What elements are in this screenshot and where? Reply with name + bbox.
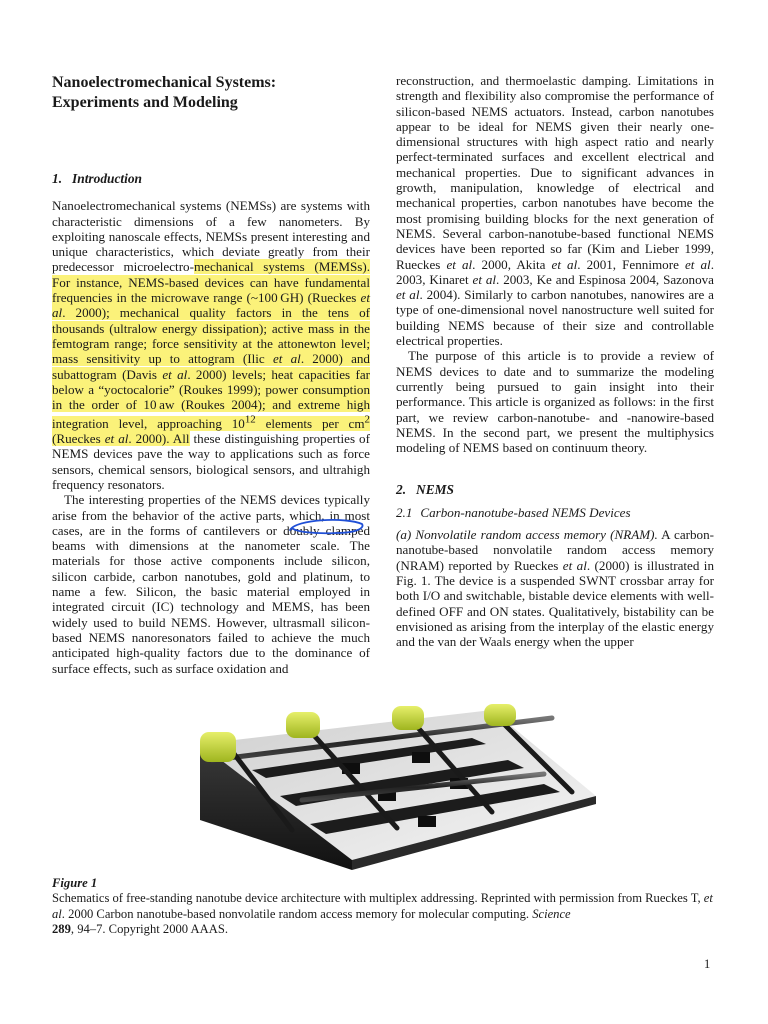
paragraph-lead: (a) Nonvolatile random access memory (NRAM).	[396, 527, 658, 543]
text-run: . 2003, Kinaret	[396, 256, 714, 287]
left-column	[52, 73, 370, 676]
caption-text: , 94–7. Copyright 2000 AAAS.	[70, 921, 228, 936]
page-number: 1	[704, 957, 711, 971]
text-run: (Rueckes	[52, 431, 105, 447]
volume-number: 289	[52, 921, 71, 936]
et-al: et al	[52, 290, 370, 321]
section-heading-nems	[396, 482, 714, 497]
intro-paragraph-2: The interesting properties of the NEMS devices typically arise from the behavior of the active parts, which, in most cases, are in the forms of cantilevers or doubly clamped beams with dimensions at the nanometer scale. The materials for those active components include silicon, silicon carbide, carbon nanotubes, gold and platinum, to name a few. Silicon, the basic material employed in integrated circuit (IC) technology and MEMS, has been widely used to build NEMS. However, ultrasmall silicon-based NEMS nanoresonators failed to achieve the much anticipated high-quality factors due to the dominance of surface effects, such as surface oxidation and	[52, 492, 370, 676]
caption-text: . 2000 Carbon nanotube-based nonvolatile random access memory for molecular computing.	[61, 906, 533, 921]
text-run: . 2004). Similarly to carbon nanotubes, nanowires are a type of one-dimensional novel nanostructure well suited for building NEMS because of their size and controllable electrical properties.	[396, 287, 714, 349]
text-run: these distinguishing properties of NEMS devices pave the way to applications such as force sensors, chemical sensors, biological sensors, and ultrahigh frequency resonators.	[52, 431, 370, 492]
right-paragraph-2: The purpose of this article is to provide a review of NEMS devices to date and to summarize the modeling currently being pursued to gain insight into their performance. This article is organized as follows: in the first part, we review carbon-nanotube- and -nanowire-based NEMS. In the second part, we present the multiphysics modeling of NEMS based on continuum theory.	[396, 348, 714, 456]
subsection-title: Carbon-nanotube-based NEMS Devices	[420, 504, 631, 520]
text-run: . 2003, Ke and Espinosa 2004, Sazonova	[496, 271, 714, 287]
text-run: . 2000) and subattogram (Davis	[52, 351, 370, 382]
highlighted-text	[52, 259, 370, 446]
section-number: 2.	[396, 482, 407, 498]
support-pad	[392, 706, 424, 730]
text-run: A carbon-nanotube-based nonvolatile random access memory (NRAM) reported by Rueckes	[396, 527, 715, 573]
section-title: Introduction	[72, 171, 143, 186]
et-al: et al	[272, 351, 301, 367]
paper-title	[52, 73, 370, 113]
figure-caption	[52, 876, 716, 937]
right-paragraph-1	[396, 73, 714, 348]
support-pad	[286, 712, 320, 738]
et-al: et al	[472, 271, 497, 287]
contact-pad	[418, 816, 436, 827]
text-run: . 2000) levels; heat capacities far below a “yoctocalorie” (Roukes 1999); power consumption in the order of 10 aw (Roukes 2004); and extreme high integration level, approaching 10	[52, 366, 370, 431]
text-run: . 2001, Fennimore	[577, 256, 685, 272]
text-run: . (2000) is illustrated in Fig. 1. The device is a suspended SWNT crossbar array for both I/O and switchable, bistable device elements with well-defined OFF and ON states. Qualitatively, bistability can be envisioned as arising from the interplay of the elastic energy and the van der Waals energy when the upper	[396, 557, 714, 650]
text-run: . 2000, Akita	[472, 256, 552, 272]
support-pad	[200, 732, 236, 762]
title-line-1: Nanoelectromechanical Systems:	[52, 74, 277, 91]
text-run: . 2000); mechanical quality factors in the tens of thousands (ultralow energy dissipation); active mass in the femtogram range; force sensitivity at the attonewton level; mass sensitivity up to attogram (Ilic	[52, 305, 370, 367]
contact-pad	[412, 752, 430, 763]
subsection-heading	[396, 505, 714, 520]
text-run: reconstruction, and thermoelastic damping. Limitations in strength and flexibility also compromise the performance of silicon-based NEMS actuators. Instead, carbon nanotubes appear to be ideal for NEMS given their nearly one-dimensional structures with high aspect ratio and nearly perfect-terminated surfaces and excellent electrical and mechanical properties. Due to significant advances in growth, manipulation, knowledge of electrical and mechanical properties, carbon nanotubes have become the most promising building blocks for the next generation of NEMS. Several carbon-nanotube-based functional NEMS devices have been reported so far (Kim and Lieber 1999, Rueckes	[396, 73, 714, 272]
et-al: et al	[446, 256, 473, 272]
right-paragraph-3	[396, 527, 714, 649]
et-al: et al	[396, 287, 420, 303]
text-run: . 2000). All	[128, 431, 190, 447]
caption-text: Schematics of free-standing nanotube device architecture with multiplex addressing. Reprinted with permission from Rueckes T,	[52, 891, 704, 906]
right-column	[396, 73, 714, 649]
nanotube-device-figure	[192, 700, 598, 870]
et-al: et al	[162, 366, 188, 382]
title-line-2: Experiments and Modeling	[52, 94, 238, 111]
et-al: et al	[684, 256, 711, 272]
text-run: mechanical systems (MEMSs). For instance, NEMS-based devices can have fundamental frequencies in the microwave range (~100 GH) (Rueckes	[52, 259, 370, 306]
et-al: et al	[562, 557, 587, 573]
section-title: NEMS	[416, 482, 455, 498]
section-number: 1.	[52, 171, 63, 186]
et-al: et al	[52, 891, 713, 921]
text-run: elements per cm	[255, 415, 365, 431]
journal-name: Science	[532, 906, 571, 921]
superscript: 2	[364, 413, 370, 426]
intro-paragraph-1	[52, 198, 370, 492]
et-al: et al	[551, 256, 578, 272]
et-al: et al	[104, 431, 129, 447]
support-pad	[484, 704, 516, 726]
figure-label: Figure 1	[52, 876, 98, 890]
text-run: Nanoelectromechanical systems (NEMSs) are systems with characteristic dimensions of a few nanometers. By exploiting nanoscale effects, NEMSs present interesting and unique characteristics, which deviate greatly from their predecessor microelectro-	[52, 198, 370, 275]
section-heading-introduction	[52, 171, 370, 186]
subsection-number: 2.1	[396, 504, 413, 520]
superscript: 12	[244, 413, 256, 426]
